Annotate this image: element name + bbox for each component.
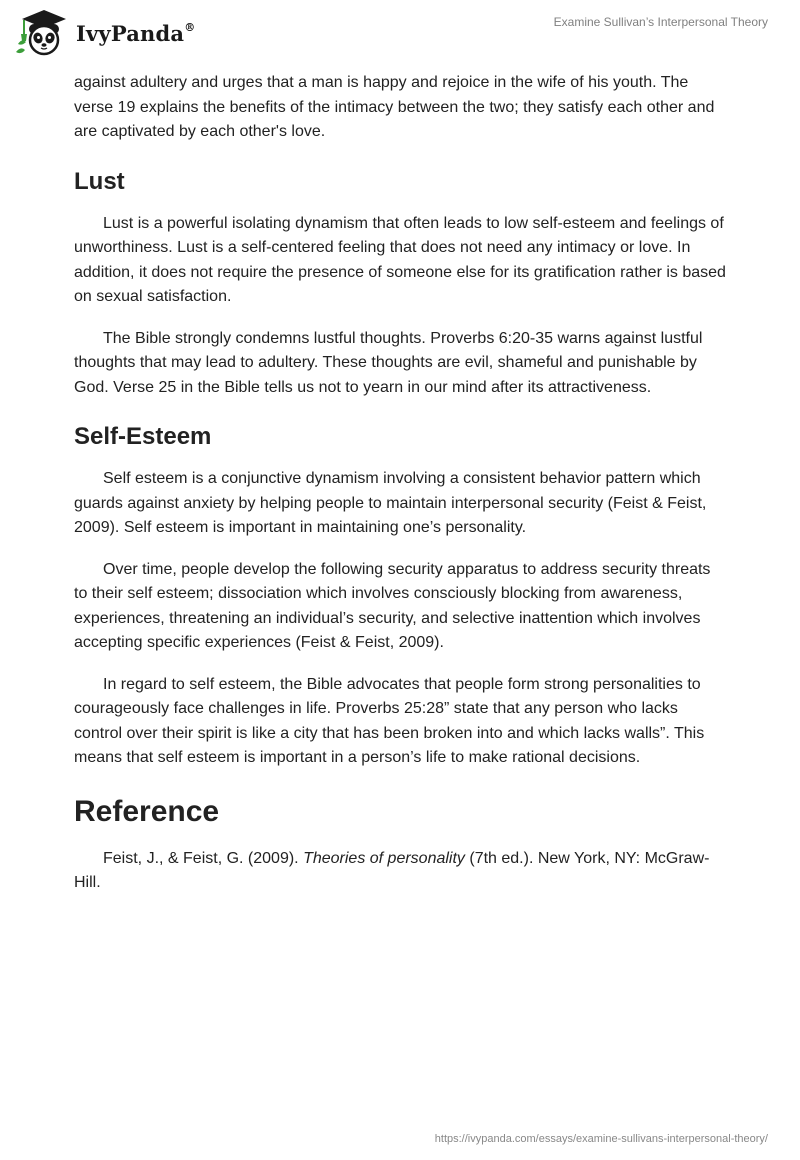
self-esteem-paragraph-2: Over time, people develop the following security apparatus to address security threats to their self esteem; dissociation which involves consciously blocking from awareness, experiences, threatening an individual’s security, and selective inattention which involves accepting specific experiences (Feist & Feist, 2009). [74,560,711,651]
reference-book-title: Theories of personality [303,849,465,867]
page-header [0,0,800,62]
reference-authors: Feist, J., & Feist, G. (2009). [103,849,304,867]
reference-publication: (7th ed.). New York, NY: McGraw-Hill. [74,849,710,891]
lust-heading: Lust [74,167,125,195]
intro-paragraph: against adultery and urges that a man is happy and rejoice in the wife of his youth. The verse 19 explains the benefits of the intimacy between the two; they satisfy each other and are captivated by each other's love. [74,74,715,140]
panda-graduate-icon [14,8,74,58]
self-esteem-heading: Self-Esteem [74,423,212,450]
source-url[interactable]: https://ivypanda.com/essays/examine-sullivans-interpersonal-theory/ [434,1133,768,1145]
document-title: Examine Sullivan’s Interpersonal Theory [553,15,768,29]
self-esteem-paragraph-3: In regard to self esteem, the Bible advocates that people form strong personalities to courageously face challenges in life. Proverbs 25:28” state that any person who lacks control over their spirit is like a city that has been broken into and which lacks walls”. This means that self esteem is important in a person’s life to make rational decisions. [74,675,705,766]
lust-paragraph-1: Lust is a powerful isolating dynamism that often leads to low self-esteem and feelings of unworthiness. Lust is a self-centered feeling that does not need any intimacy or love. In addition, it does not require the presence of someone else for its gratification rather is based on sexual satisfaction. [74,214,726,305]
lust-paragraph-2: The Bible strongly condemns lustful thoughts. Proverbs 6:20-35 warns against lustful thoughts that may lead to adultery. These thoughts are evil, shameful and punishable by God. Verse 25 in the Bible tells us not to yearn in our mind after its attractiveness. [74,329,703,396]
brand-logo[interactable] [14,8,195,58]
reference-heading: Reference [74,794,220,828]
reference-entry [74,847,726,896]
brand-name: IvyPanda® [76,20,196,46]
essay-content [74,71,726,913]
self-esteem-paragraph-1: Self esteem is a conjunctive dynamism involving a consistent behavior pattern which guards against anxiety by helping people to maintain interpersonal security (Feist & Feist, 2009). Self esteem is important in maintaining one’s personality. [74,470,707,536]
